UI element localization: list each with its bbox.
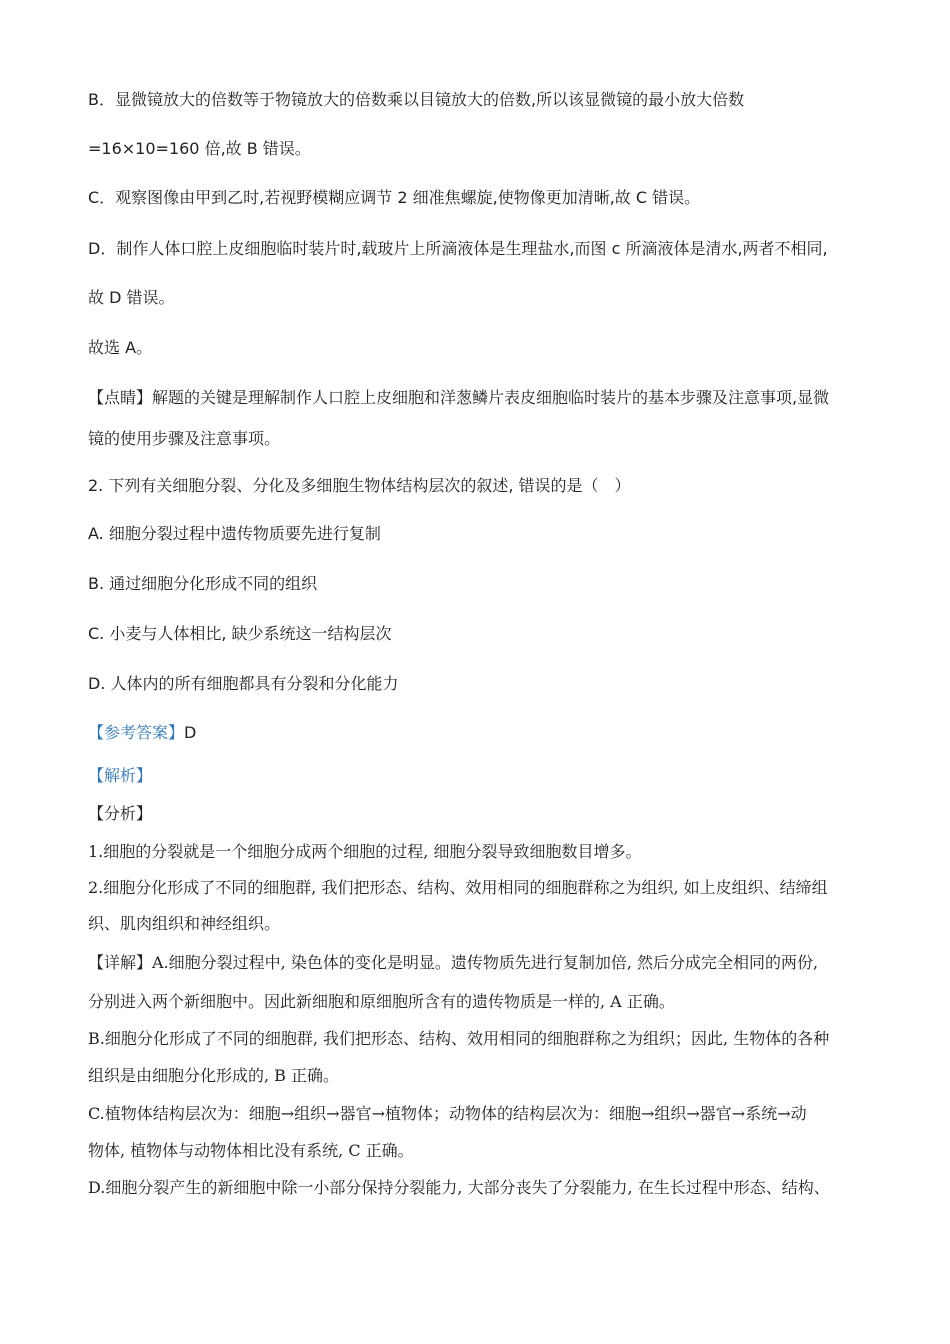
explanation-option-b-cont: =16×10=160 倍,故 B 错误。 xyxy=(88,139,311,158)
detail-c-cont: 物体, 植物体与动物体相比没有系统, C 正确。 xyxy=(88,1141,414,1160)
detail-b: B.细胞分化形成了不同的细胞群, 我们把形态、结构、效用相同的细胞群称之为组织；因此, 生物体的各种 xyxy=(88,1029,830,1048)
option-c: C. 小麦与人体相比, 缺少系统这一结构层次 xyxy=(88,624,392,643)
reference-answer-value: D xyxy=(184,723,197,742)
key-point: 【点睛】解题的关键是理解制作人口腔上皮细胞和洋葱鳞片表皮细胞临时装片的基本步骤及注意事项,显微 xyxy=(88,388,830,407)
analysis-point-1: 1.细胞的分裂就是一个细胞分成两个细胞的过程, 细胞分裂导致细胞数目增多。 xyxy=(88,842,642,861)
analysis-heading: 【解析】 xyxy=(88,766,153,785)
answer-choice: 故选 A。 xyxy=(88,338,153,357)
detail-c: C.植物体结构层次为：细胞→组织→器官→植物体；动物体的结构层次为：细胞→组织→器官→系统→动 xyxy=(88,1104,807,1123)
analysis-point-2-cont: 织、肌肉组织和神经组织。 xyxy=(88,914,281,933)
option-b: B. 通过细胞分化形成不同的组织 xyxy=(88,574,318,593)
explanation-option-d-cont: 故 D 错误。 xyxy=(88,288,175,307)
detail-b-cont: 组织是由细胞分化形成的, B 正确。 xyxy=(88,1066,340,1085)
key-point-cont: 镜的使用步骤及注意事项。 xyxy=(88,429,281,448)
option-a: A. 细胞分裂过程中遗传物质要先进行复制 xyxy=(88,524,381,543)
question-2: 2. 下列有关细胞分裂、分化及多细胞生物体结构层次的叙述, 错误的是（ ） xyxy=(88,476,631,495)
detail-d: D.细胞分裂产生的新细胞中除一小部分保持分裂能力, 大部分丧失了分裂能力, 在生长过程中形态、结构、 xyxy=(88,1178,830,1197)
analysis-point-2: 2.细胞分化形成了不同的细胞群, 我们把形态、结构、效用相同的细胞群称之为组织, 如上皮组织、结缔组 xyxy=(88,878,828,897)
explanation-option-d: D．制作人体口腔上皮细胞临时装片时,载玻片上所滴液体是生理盐水,而图 c 所滴液体是清水,两者不相同, xyxy=(88,239,828,258)
detail-a-cont: 分别进入两个新细胞中。因此新细胞和原细胞所含有的遗传物质是一样的, A 正确。 xyxy=(88,992,675,1011)
detail-a: 【详解】A.细胞分裂过程中, 染色体的变化是明显。遗传物质先进行复制加倍, 然后分成完全相同的两份, xyxy=(88,953,819,972)
reference-answer-label: 【参考答案】 xyxy=(88,723,185,742)
reference-answer xyxy=(88,722,196,744)
explanation-option-b: B．显微镜放大的倍数等于物镜放大的倍数乘以目镜放大的倍数,所以该显微镜的最小放大倍数 xyxy=(88,90,745,109)
option-d: D. 人体内的所有细胞都具有分裂和分化能力 xyxy=(88,674,399,693)
explanation-option-c: C．观察图像由甲到乙时,若视野模糊应调节 2 细准焦螺旋,使物像更加清晰,故 C 错误。 xyxy=(88,188,701,207)
analysis-subheading: 【分析】 xyxy=(88,804,153,823)
